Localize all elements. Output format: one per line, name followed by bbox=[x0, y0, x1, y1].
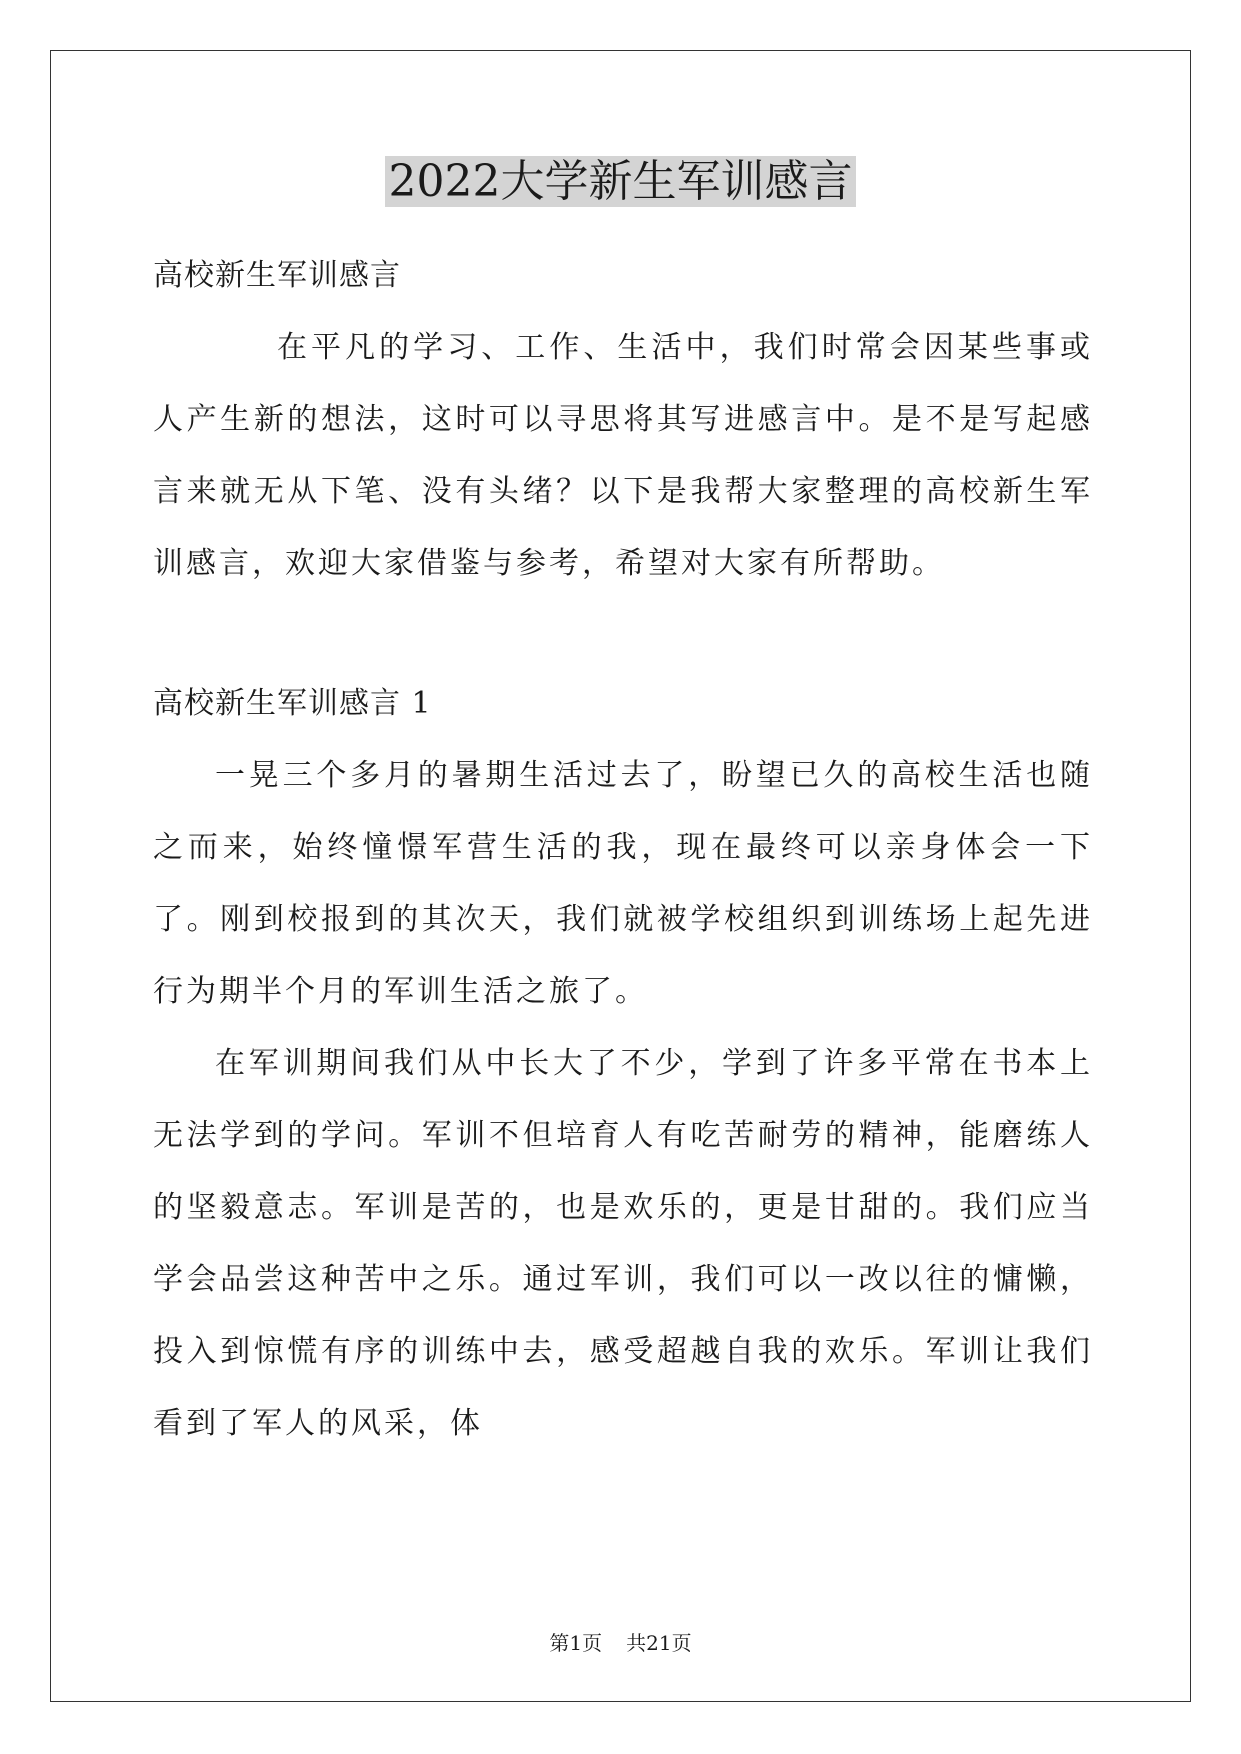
body-paragraph-2: 在军训期间我们从中长大了不少，学到了许多平常在书本上无法学到的学问。军训不但培育人有吃苦耐劳的精神，能磨练人的坚毅意志。军训是苦的，也是欢乐的，更是甘甜的。我们应当学会品尝这种苦中之乐。通过军训，我们可以一改以往的慵懒，投入到惊慌有序的训练中去，感受超越自我的欢乐。军训让我们看到了军人的风采，体 bbox=[153, 1046, 1093, 1441]
body-paragraph-1: 一晃三个多月的暑期生活过去了，盼望已久的高校生活也随之而来，始终憧憬军营生活的我，现在最终可以亲身体会一下了。刚到校报到的其次天，我们就被学校组织到训练场上起先进行为期半个月的军训生活之旅了。 bbox=[153, 758, 1093, 1009]
document-title bbox=[0, 152, 1241, 212]
intro-paragraph: 在平凡的学习、工作、生活中，我们时常会因某些事或人产生新的想法，这时可以寻思将其写进感言中。是不是写起感言来就无从下笔、没有头绪？以下是我帮大家整理的高校新生军训感言，欢迎大家借鉴与参考，希望对大家有所帮助。 bbox=[153, 330, 1093, 581]
subheading-1: 高校新生军训感言 1 bbox=[153, 686, 432, 721]
document-title-text: 2022大学新生军训感言 bbox=[385, 156, 857, 207]
current-page-number: 第1页 bbox=[549, 1631, 603, 1655]
page-footer bbox=[0, 1628, 1241, 1658]
section-heading: 高校新生军训感言 bbox=[153, 258, 401, 293]
total-pages: 共21页 bbox=[626, 1631, 692, 1655]
document-body bbox=[153, 240, 1093, 1460]
